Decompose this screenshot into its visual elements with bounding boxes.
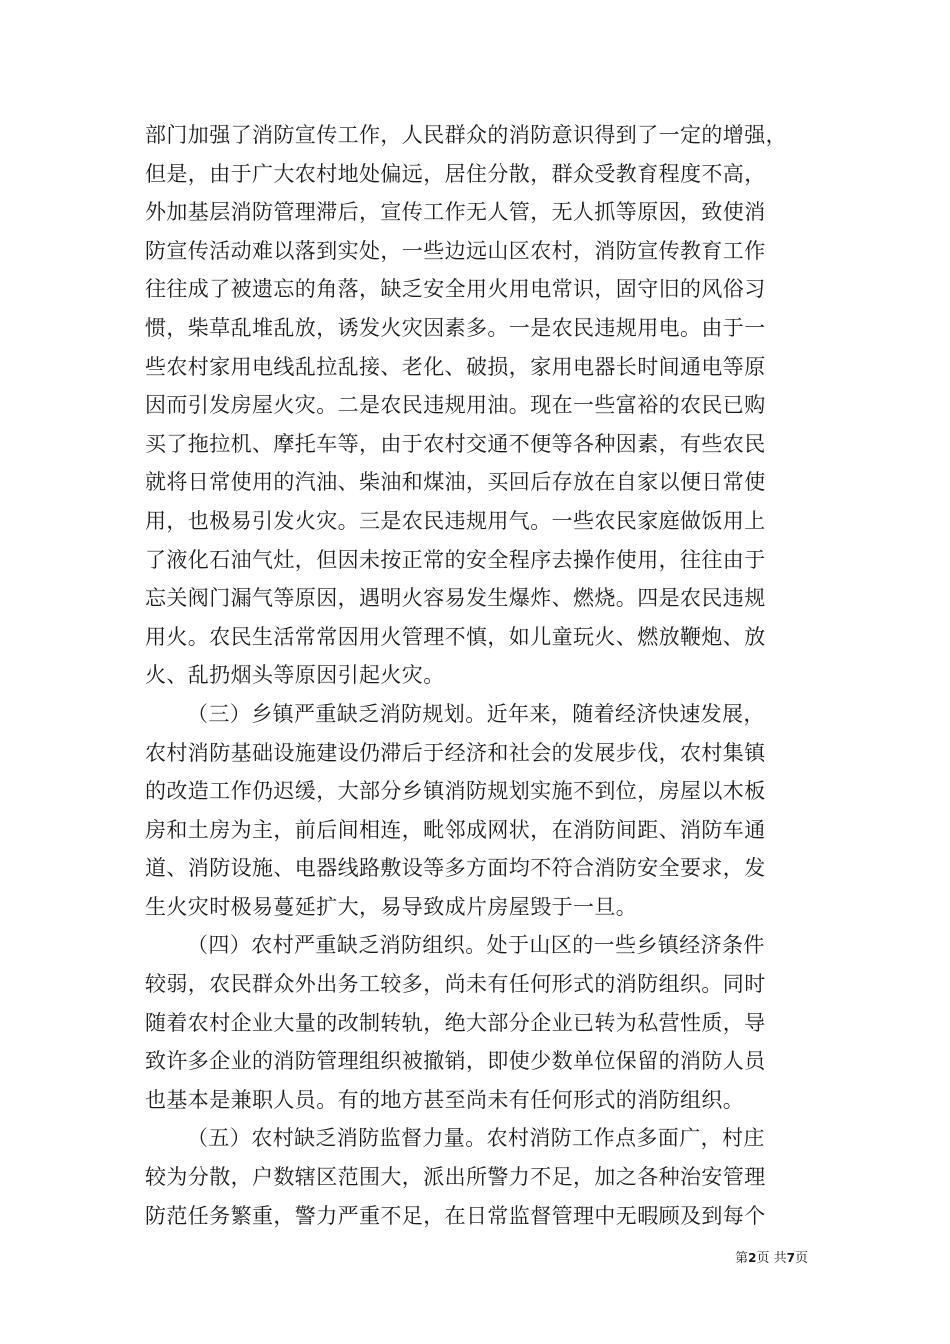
text-line: 往往成了被遗忘的角落，缺乏安全用火用电常识，固守旧的风俗习 — [145, 277, 766, 302]
text-line: 防范任务繁重，警力严重不足，在日常监督管理中无暇顾及到每个 — [145, 1203, 766, 1228]
text-line: 用，也极易引发火灾。三是农民违规用气。一些农民家庭做饭用上 — [145, 508, 766, 533]
text-line: 较弱，农民群众外出务工较多，尚未有任何形式的消防组织。同时 — [145, 972, 766, 997]
text-line: 就将日常使用的汽油、柴油和煤油，买回后存放在自家以便日常使 — [145, 470, 766, 495]
text-line: 了液化石油气灶，但因未按正常的安全程序去操作使用，往往由于 — [145, 547, 766, 572]
total-pages-number: 7 — [786, 1251, 795, 1265]
text-line: 忘关阀门漏气等原因，遇明火容易发生爆炸、燃烧。四是农民违规 — [145, 586, 766, 611]
page-number-footer — [735, 1250, 808, 1267]
text-line: 较为分散，户数辖区范围大，派出所警力不足，加之各种治安管理 — [145, 1165, 766, 1190]
document-body — [145, 116, 817, 1235]
text-line: 些农村家用电线乱拉乱接、老化、破损，家用电器长时间通电等原 — [145, 354, 766, 379]
text-line: 因而引发房屋火灾。二是农民违规用油。现在一些富裕的农民已购 — [145, 393, 766, 418]
text-line: 用火。农民生活常常因用火管理不慎，如儿童玩火、燃放鞭炮、放 — [145, 624, 766, 649]
text-line: 防宣传活动难以落到实处，一些边远山区农村，消防宣传教育工作 — [145, 238, 766, 263]
text-line: 火、乱扔烟头等原因引起火灾。 — [145, 663, 445, 688]
text-line: 随着农村企业大量的改制转轨，绝大部分企业已转为私营性质，导 — [145, 1010, 766, 1035]
text-line: 买了拖拉机、摩托车等，由于农村交通不便等各种因素，有些农民 — [145, 431, 766, 456]
text-line: 但是，由于广大农村地处偏远，居住分散，群众受教育程度不高， — [145, 161, 766, 186]
text-line: 外加基层消防管理滞后，宣传工作无人管，无人抓等原因，致使消 — [145, 200, 766, 225]
section-heading-line: （三）乡镇严重缺乏消防规划。近年来，随着经济快速发展， — [187, 701, 765, 726]
text-line: 农村消防基础设施建设仍滞后于经济和社会的发展步伐，农村集镇 — [145, 740, 766, 765]
section-heading-line: （五）农村缺乏消防监督力量。农村消防工作点多面广，村庄 — [187, 1126, 765, 1151]
text-line: 房和土房为主，前后间相连，毗邻成网状，在消防间距、消防车通 — [145, 817, 766, 842]
current-page-number: 2 — [748, 1251, 757, 1265]
footer-prefix: 第 — [735, 1251, 749, 1266]
text-line: 的改造工作仍迟缓，大部分乡镇消防规划实施不到位，房屋以木板 — [145, 779, 766, 804]
section-heading-line: （四）农村严重缺乏消防组织。处于山区的一些乡镇经济条件 — [187, 933, 765, 958]
footer-middle: 页 共 — [756, 1251, 787, 1266]
text-line: 道、消防设施、电器线路敷设等多方面均不符合消防安全要求，发 — [145, 856, 766, 881]
text-line: 也基本是兼职人员。有的地方甚至尚未有任何形式的消防组织。 — [145, 1087, 745, 1112]
text-line: 生火灾时极易蔓延扩大，易导致成片房屋毁于一旦。 — [145, 894, 638, 919]
text-line: 致许多企业的消防管理组织被撤销，即使少数单位保留的消防人员 — [145, 1049, 766, 1074]
text-line: 惯，柴草乱堆乱放，诱发火灾因素多。一是农民违规用电。由于一 — [145, 315, 766, 340]
footer-suffix: 页 — [794, 1251, 808, 1266]
text-line: 部门加强了消防宣传工作，人民群众的消防意识得到了一定的增强， — [145, 123, 787, 147]
